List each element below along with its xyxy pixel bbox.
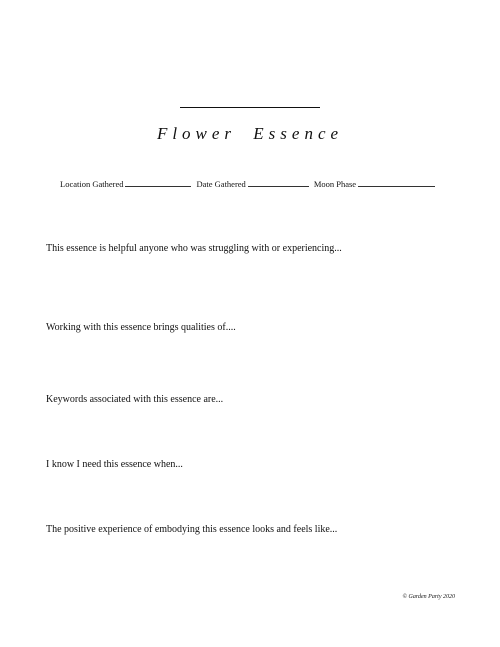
prompt-need-when: I know I need this essence when...: [46, 459, 183, 470]
prompt-positive-experience: The positive experience of embodying this essence looks and feels like...: [46, 524, 338, 535]
copyright-footer: © Garden Party 2020: [402, 594, 455, 600]
date-gathered-field: [196, 179, 308, 189]
prompt-helpful-for: This essence is helpful anyone who was struggling with or experiencing...: [46, 243, 342, 254]
prompt-keywords: Keywords associated with this essence are...: [46, 394, 224, 405]
location-gathered-blank[interactable]: [125, 179, 191, 187]
essence-name-blank[interactable]: [180, 107, 320, 108]
moon-phase-field: [314, 179, 435, 189]
page-title: Flower Essence: [156, 124, 344, 143]
prompt-qualities: Working with this essence brings qualities of....: [46, 322, 236, 333]
date-gathered-blank[interactable]: [248, 179, 309, 187]
moon-phase-blank[interactable]: [358, 179, 435, 187]
gathering-details-row: [60, 179, 440, 189]
date-gathered-label: Date Gathered: [196, 179, 246, 189]
moon-phase-label: Moon Phase: [313, 179, 357, 189]
location-gathered-field: [60, 179, 191, 189]
location-gathered-label: Location Gathered: [60, 179, 124, 189]
